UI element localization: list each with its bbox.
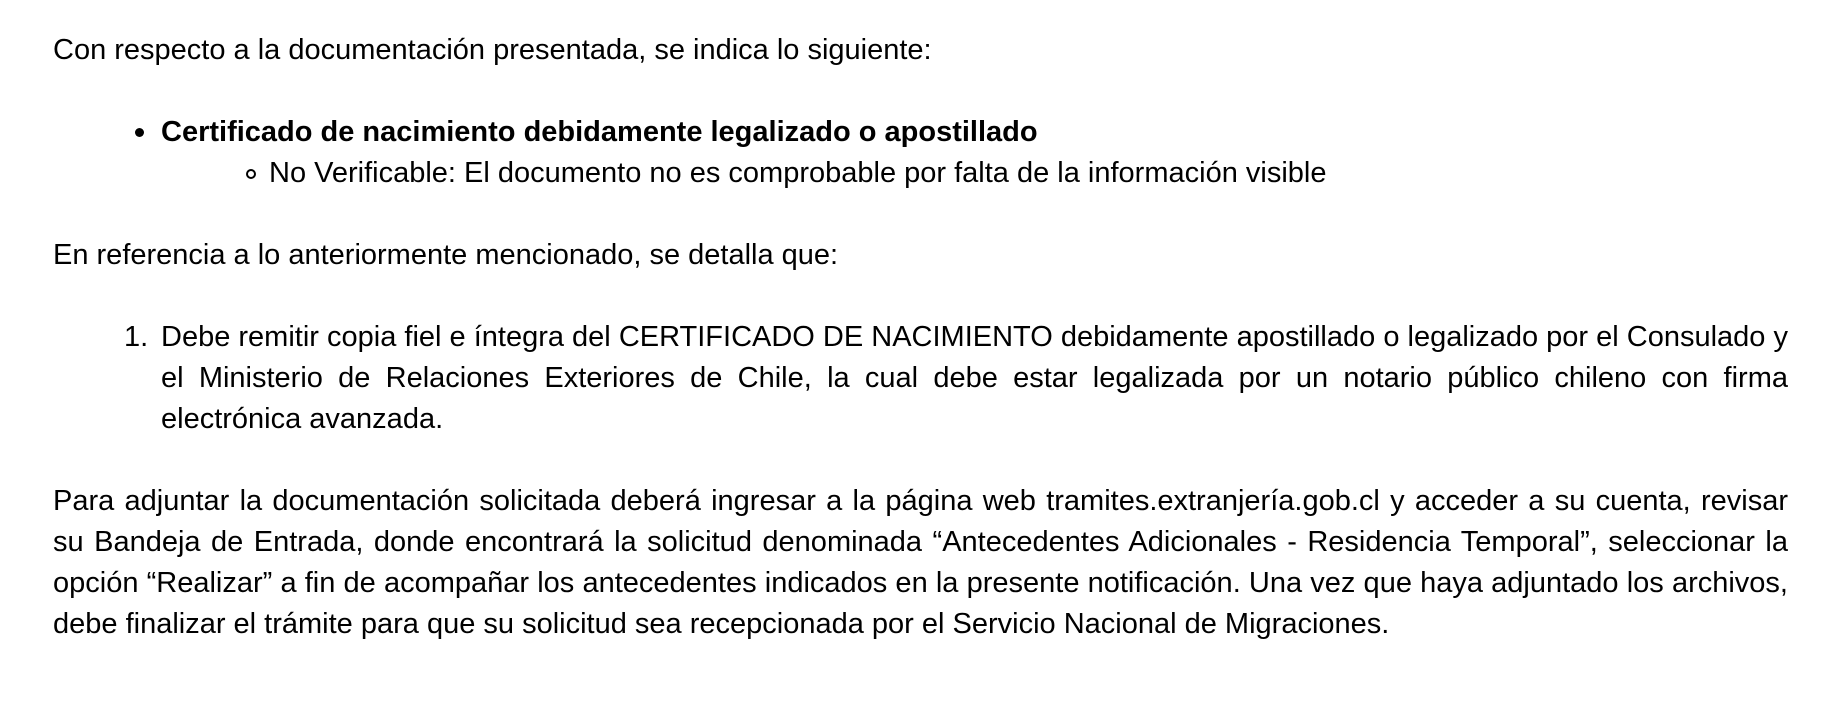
bullet-icon [135,128,144,137]
instruction-number: 1. [124,321,149,353]
observation-text: No Verificable: El documento no es comprobable por falta de la información visible [269,157,1327,189]
instruction-text: Debe remitir copia fiel e íntegra del CERTIFICADO DE NACIMIENTO debidamente apostillado o legalizado por el Consulado y el Ministerio de Relaciones Exteriores de Chile, la cual debe estar legalizada por un notario público chileno con firma electrónica avanzada. [161,321,1788,435]
observations-list [161,153,1788,194]
observation-item [161,153,1788,194]
intro-paragraph: Con respecto a la documentación presentada, se indica lo siguiente: [53,34,932,66]
instruction-item [53,317,1788,440]
requirement-item [53,112,1788,194]
document-page [53,30,1788,645]
reference-intro-paragraph: En referencia a lo anteriormente mencionado, se detalla que: [53,239,839,271]
requirements-list [53,112,1788,194]
hollow-bullet-icon [246,169,256,179]
closing-paragraph: Para adjuntar la documentación solicitada deberá ingresar a la página web tramites.extranjería.gob.cl y acceder a su cuenta, revisar su Bandeja de Entrada, donde encontrará la solicitud denominada “Antecedentes Adicionales - Residencia Temporal”, seleccionar la opción “Realizar” a fin de acompañar los antecedentes indicados en la presente notificación. Una vez que haya adjuntado los archivos, debe finalizar el trámite para que su solicitud sea recepcionada por el Servicio Nacional de Migraciones. [53,485,1788,640]
instructions-list [53,317,1788,440]
requirement-title: Certificado de nacimiento debidamente legalizado o apostillado [161,116,1038,148]
